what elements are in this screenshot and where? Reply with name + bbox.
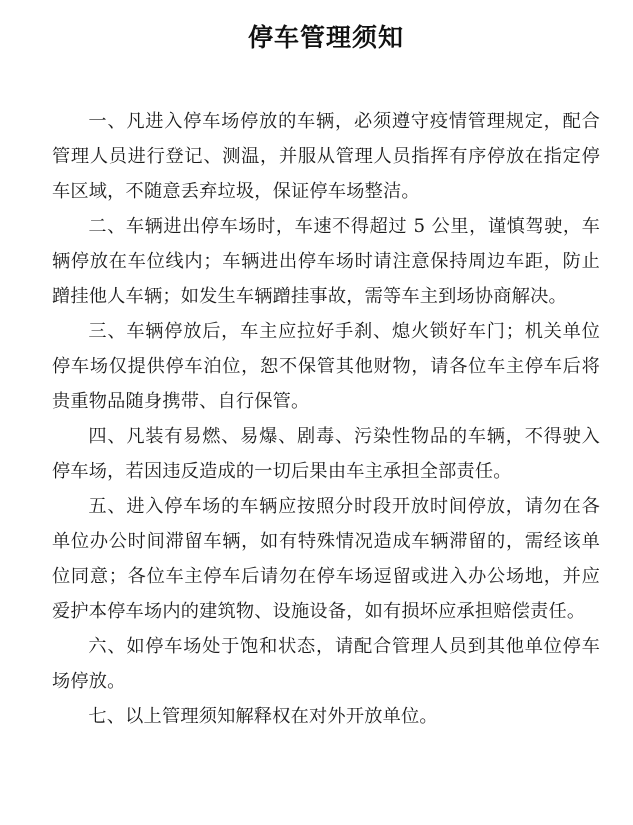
- paragraph-7: 七、以上管理须知解释权在对外开放单位。: [88, 706, 438, 727]
- notice-body: [52, 104, 600, 734]
- paragraph-2: 二、车辆进出停车场时，车速不得超过 5 公里，谨慎驾驶，车辆停放在车位线内；车辆进出停车场时请注意保持周边车距，防止蹭挂他人车辆；如发生车辆蹭挂事故，需等车主到场协商解决。: [52, 216, 600, 307]
- paragraph-4: 四、凡装有易燃、易爆、剧毒、污染性物品的车辆，不得驶入停车场，若因违反造成的一切后果由车主承担全部责任。: [52, 426, 600, 482]
- notice-document: [52, 0, 600, 734]
- page-title: 停车管理须知: [247, 23, 404, 52]
- paragraph-3: 三、车辆停放后，车主应拉好手刹、熄火锁好车门；机关单位停车场仅提供停车泊位，恕不保管其他财物，请各位车主停车后将贵重物品随身携带、自行保管。: [52, 321, 600, 412]
- paragraph-5: 五、进入停车场的车辆应按照分时段开放时间停放，请勿在各单位办公时间滞留车辆，如有特殊情况造成车辆滞留的，需经该单位同意；各位车主停车后请勿在停车场逗留或进入办公场地，并应爱护本停车场内的建筑物、设施设备，如有损坏应承担赔偿责任。: [52, 496, 600, 622]
- paragraph-1: 一、凡进入停车场停放的车辆，必须遵守疫情管理规定，配合管理人员进行登记、测温，并服从管理人员指挥有序停放在指定停车区域，不随意丢弃垃圾，保证停车场整洁。: [52, 111, 600, 202]
- paragraph-6: 六、如停车场处于饱和状态，请配合管理人员到其他单位停车场停放。: [52, 636, 600, 692]
